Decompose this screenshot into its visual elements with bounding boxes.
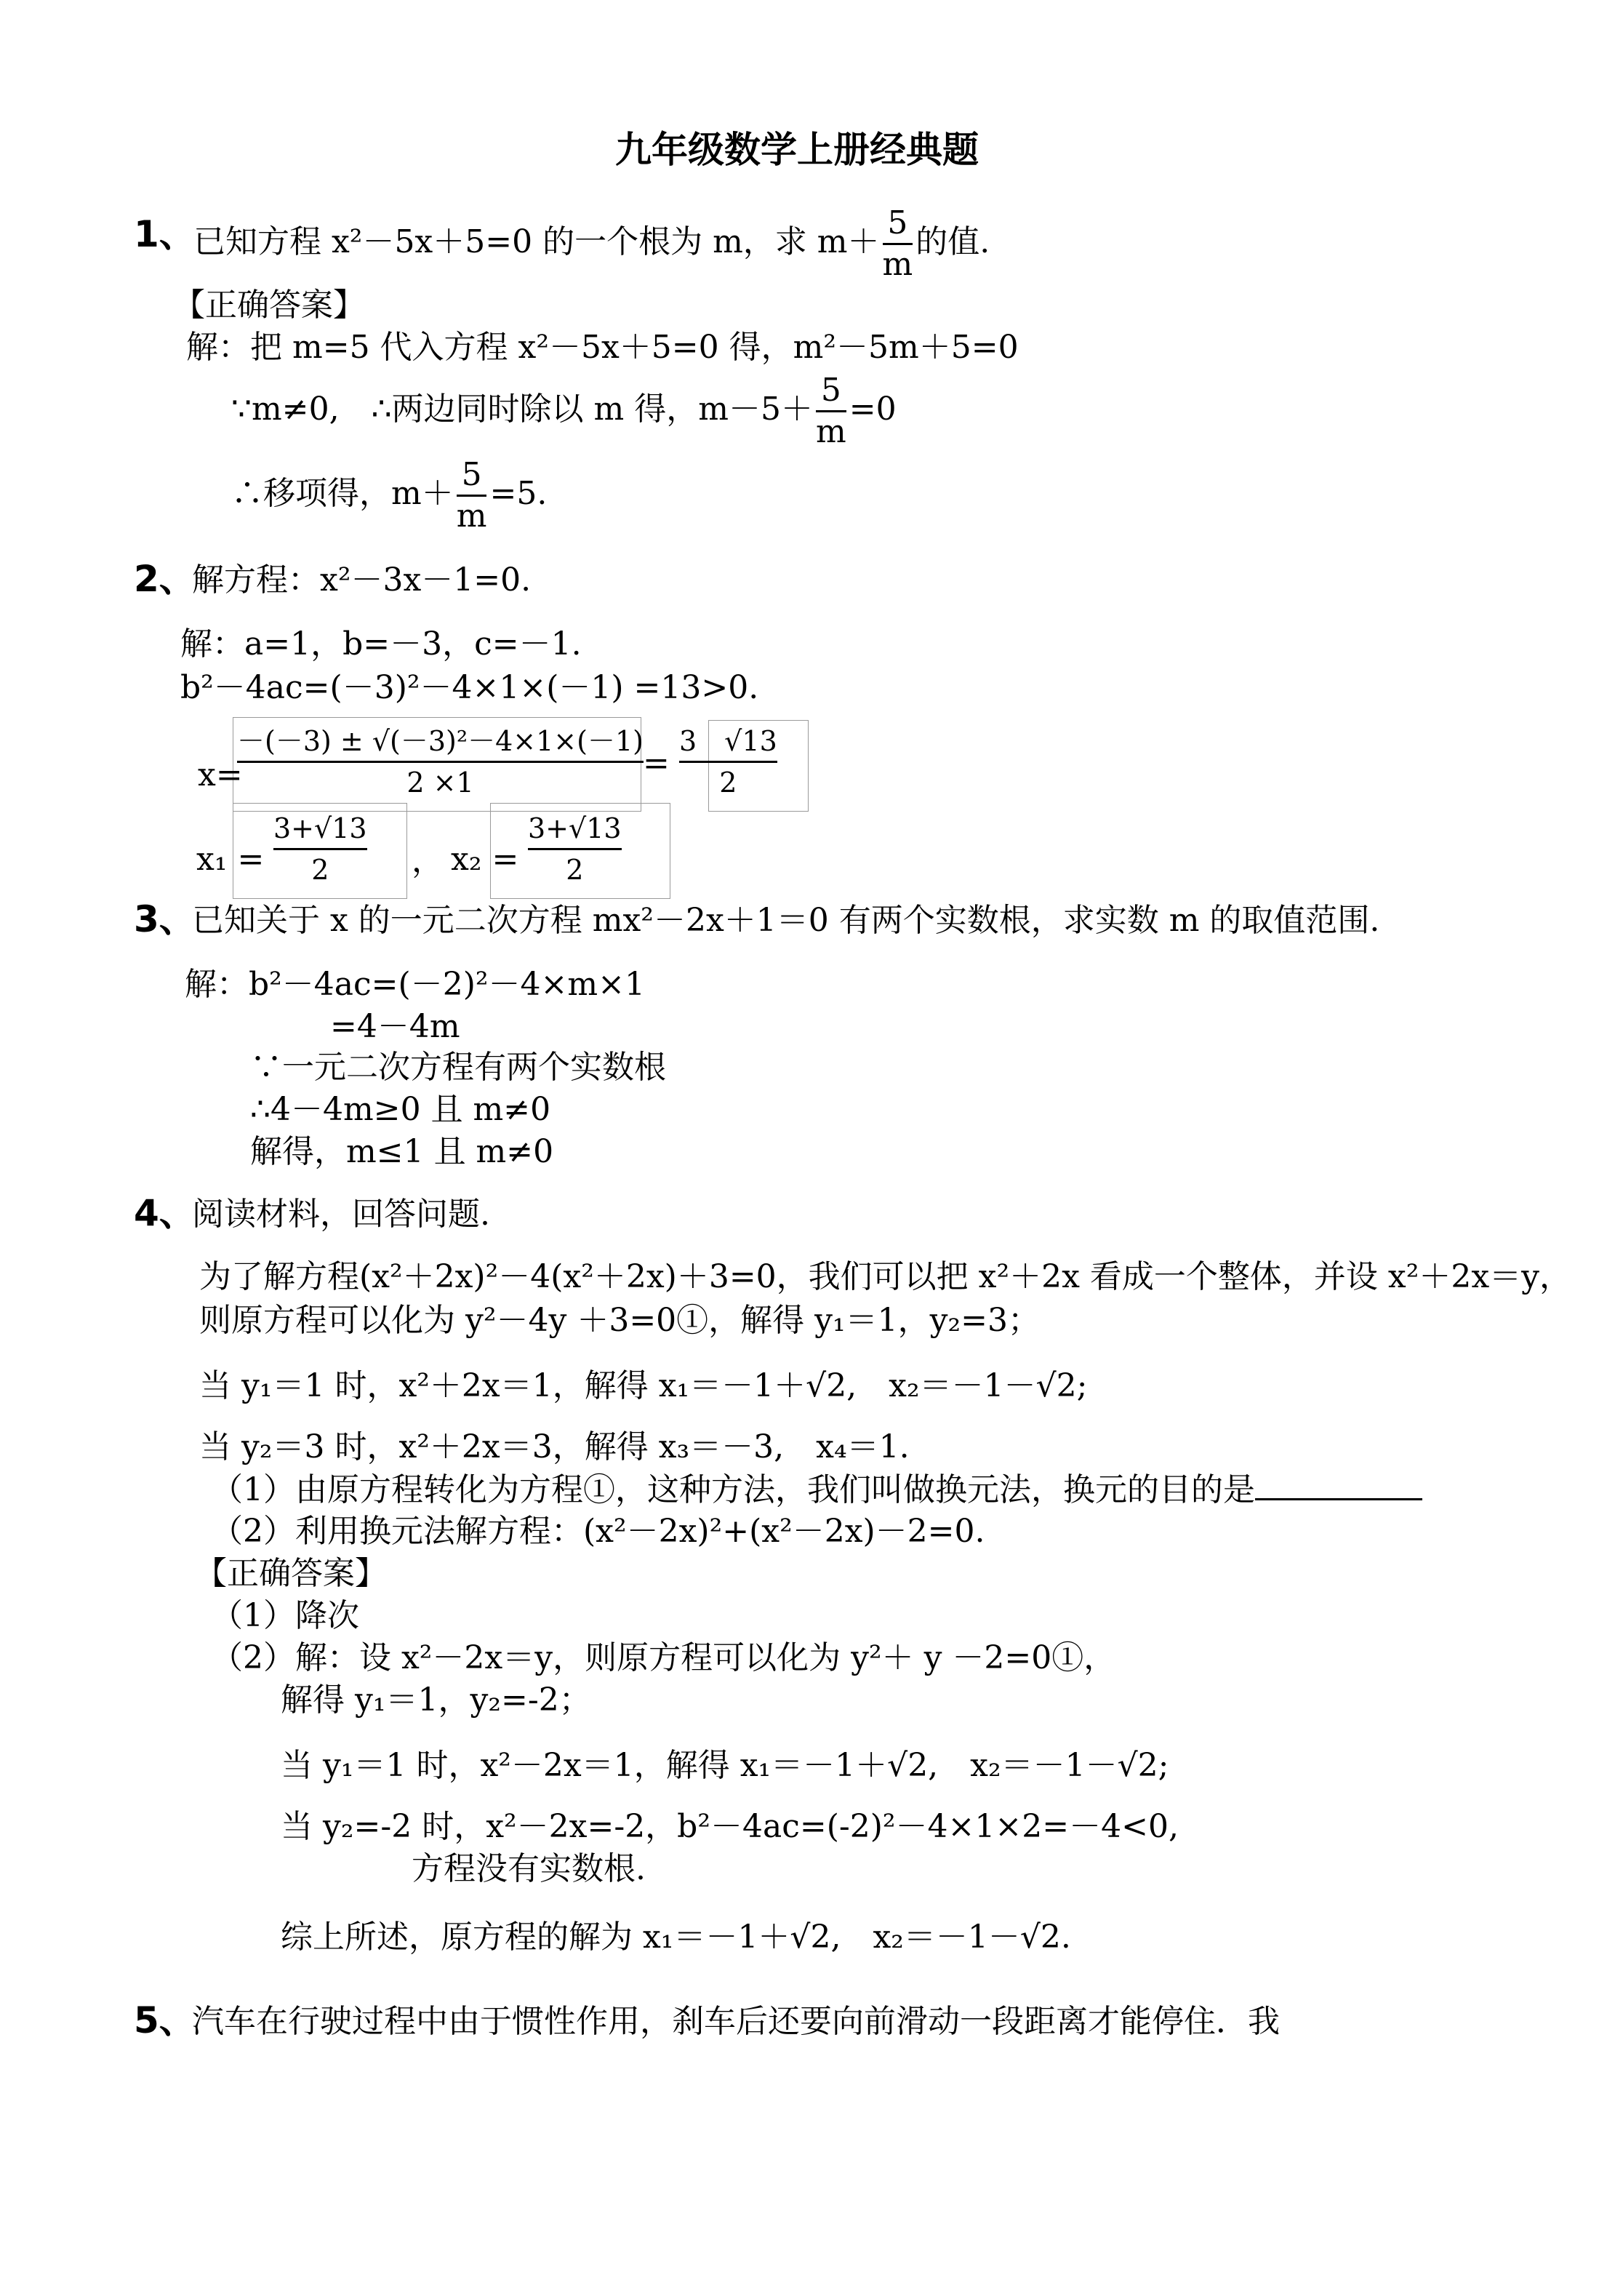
q2-x-label: x= bbox=[198, 756, 243, 793]
q2-x2-fraction bbox=[528, 809, 622, 889]
q1-fraction-num: 5 bbox=[887, 204, 908, 241]
q3-line-2: =4－4m bbox=[330, 1008, 460, 1045]
q3-stem: 已知关于 x 的一元二次方程 mx²－2x＋1＝0 有两个实数根，求实数 m 的取值范围. bbox=[192, 902, 1380, 939]
q3-line-5: 解得，m≤1 且 m≠0 bbox=[250, 1133, 554, 1170]
q1-solution-fraction-2-num: 5 bbox=[461, 456, 482, 493]
q2-x2-label: x₂ = bbox=[451, 841, 519, 878]
q2-x2-num: 3+√13 bbox=[528, 812, 622, 844]
q4-answer-5: 当 y₂=-2 时，x²－2x=-2，b²－4ac=(-2)²－4×1×2=－4<0, bbox=[281, 1808, 1179, 1845]
q3-line-1: 解：b²－4ac=(－2)²－4×m×1 bbox=[185, 966, 645, 1003]
q1-solution-fraction-1-den: m bbox=[816, 410, 846, 452]
q4-answer-blank bbox=[1255, 1469, 1422, 1500]
q2-formula bbox=[234, 721, 646, 802]
q2-formula-den: 2 ×1 bbox=[237, 761, 644, 802]
q2-separator: ， bbox=[412, 842, 444, 879]
q2-result-num: 3 √13 bbox=[679, 725, 777, 757]
q2-result-den: 2 bbox=[679, 761, 777, 802]
q1-solution-line-2-tail: =0 bbox=[849, 391, 897, 428]
q2-x2-den: 2 bbox=[528, 848, 622, 889]
q1-stem-text: 已知方程 x²－5x＋5=0 的一个根为 m，求 m＋ bbox=[193, 223, 880, 260]
q2-x1-num: 3+√13 bbox=[273, 812, 367, 844]
q1-solution-line-3-tail: =5. bbox=[489, 475, 548, 512]
q4-answer-6: 方程没有实数根. bbox=[412, 1850, 646, 1887]
q5-stem: 汽车在行驶过程中由于惯性作用，刹车后还要向前滑动一段距离才能停住．我 bbox=[192, 2003, 1280, 2040]
q1-solution-fraction-1 bbox=[816, 371, 846, 452]
q4-line-3: 当 y₁＝1 时，x²＋2x＝1，解得 x₁＝－1＋√2, x₂＝－1－√2; bbox=[199, 1367, 1088, 1404]
q4-line-5 bbox=[211, 1469, 1422, 1511]
q1-stem-tail: 的值. bbox=[915, 223, 990, 260]
q4-answer-2: （2）解：设 x²－2x＝y，则原方程可以化为 y²＋ y －2=0①， bbox=[211, 1639, 1116, 1676]
q4-line-4: 当 y₂＝3 时，x²＋2x＝3，解得 x₃＝－3, x₄＝1. bbox=[199, 1428, 910, 1465]
q2-formula-equals: = bbox=[643, 745, 670, 782]
q4-line-1: 为了解方程(x²＋2x)²－4(x²＋2x)＋3=0，我们可以把 x²＋2x 看成一个整体，并设 x²＋2x＝y， bbox=[199, 1258, 1572, 1295]
q3-number: 3、 bbox=[134, 898, 196, 940]
q4-line-6: （2）利用换元法解方程：(x²－2x)²+(x²－2x)－2=0. bbox=[211, 1513, 985, 1550]
q5-number: 5、 bbox=[134, 1999, 196, 2041]
page-title: 九年级数学上册经典题 bbox=[615, 129, 979, 171]
q1-solution-line-3 bbox=[231, 455, 547, 536]
q3-line-4: ∴4－4m≥0 且 m≠0 bbox=[250, 1091, 551, 1128]
q2-formula-num: －(－3) ± √(－3)²－4×1×(－1) bbox=[237, 725, 644, 757]
q1-solution-line-3-text: ∴移项得，m＋ bbox=[231, 475, 454, 512]
q4-answer-7: 综上所述，原方程的解为 x₁＝－1＋√2, x₂＝－1－√2. bbox=[281, 1919, 1071, 1956]
q2-number: 2、 bbox=[134, 558, 196, 600]
q4-answer-4: 当 y₁＝1 时，x²－2x＝1，解得 x₁＝－1＋√2, x₂＝－1－√2; bbox=[281, 1747, 1169, 1784]
q1-number: 1、 bbox=[134, 213, 196, 255]
q1-solution-line-2-text: ∵m≠0, ∴两边同时除以 m 得，m－5＋ bbox=[231, 391, 813, 428]
q2-result-fraction bbox=[679, 721, 777, 802]
q2-formula-fraction bbox=[237, 721, 644, 802]
q3-line-3: ∵一元二次方程有两个实数根 bbox=[250, 1049, 666, 1086]
q2-x1-den: 2 bbox=[273, 848, 367, 889]
q1-solution-fraction-2-den: m bbox=[457, 495, 487, 536]
q1-solution-line-2 bbox=[231, 371, 897, 452]
q4-number: 4、 bbox=[134, 1192, 196, 1234]
q4-line-2: 则原方程可以化为 y²－4y ＋3=0①，解得 y₁＝1，y₂=3； bbox=[199, 1302, 1041, 1339]
q4-stem: 阅读材料，回答问题. bbox=[192, 1196, 490, 1233]
q4-answer-1: （1）降次 bbox=[211, 1597, 359, 1634]
q2-line-2: b²－4ac=(－3)²－4×1×(－1) =13>0. bbox=[180, 669, 759, 706]
q1-stem bbox=[193, 204, 990, 284]
q2-stem: 解方程：x²－3x－1=0. bbox=[192, 561, 532, 599]
q4-answer-label: 【正确答案】 bbox=[195, 1555, 387, 1592]
q2-x1 bbox=[270, 809, 370, 889]
q2-x1-label: x₁ = bbox=[196, 841, 265, 878]
q4-answer-3: 解得 y₁＝1，y₂=-2； bbox=[281, 1681, 591, 1719]
q1-answer-label: 【正确答案】 bbox=[173, 287, 365, 324]
q1-solution-fraction-2 bbox=[457, 455, 487, 536]
q2-result bbox=[676, 721, 780, 802]
q1-fraction-den: m bbox=[883, 243, 913, 284]
q2-x1-fraction bbox=[273, 809, 367, 889]
q1-fraction bbox=[883, 204, 913, 284]
q4-line-5-text: （1）由原方程转化为方程①，这种方法，我们叫做换元法，换元的目的是 bbox=[211, 1471, 1255, 1508]
q2-line-1: 解：a=1，b=－3，c=－1. bbox=[180, 625, 582, 663]
q1-solution-fraction-1-num: 5 bbox=[820, 372, 841, 409]
q2-x2 bbox=[525, 809, 625, 889]
q1-solution-line-1: 解：把 m=5 代入方程 x²－5x＋5=0 得，m²－5m＋5=0 bbox=[186, 329, 1019, 366]
